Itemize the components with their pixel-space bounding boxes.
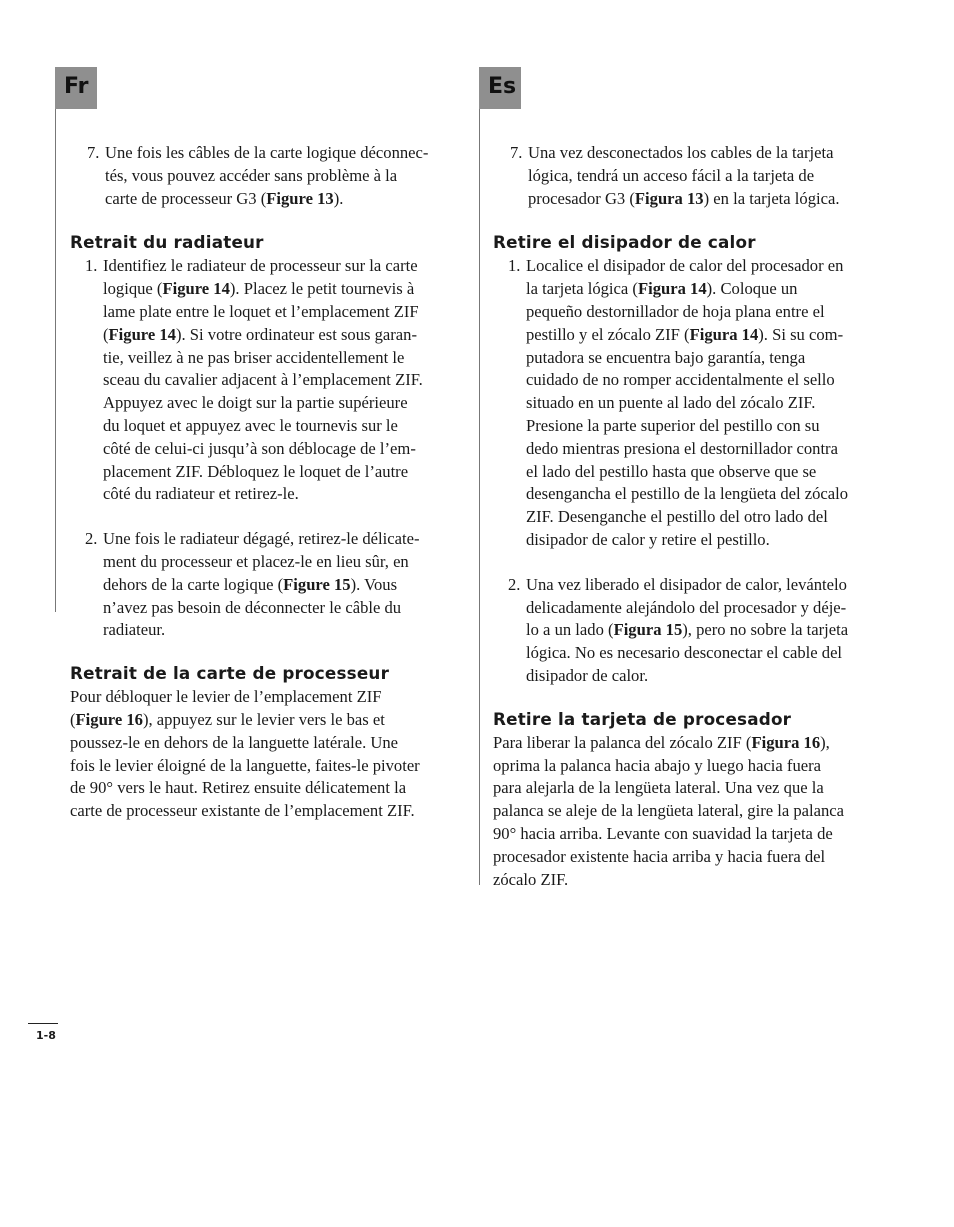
french-heatsink-step-1 — [85, 255, 450, 506]
step-number: 2. — [85, 529, 98, 549]
spanish-heading-processor-card: Retire la tarjeta de procesador — [493, 708, 792, 729]
line: côté du radiateur et retirez-le. — [103, 484, 299, 504]
french-heatsink-step-2 — [85, 528, 450, 642]
line: desengancha el pestillo de la lengüeta del zócalo — [526, 484, 849, 504]
line: placement ZIF. Débloquez le loquet de l’autre — [103, 461, 409, 481]
spanish-column-rule — [479, 109, 480, 885]
line: lame plate entre le loquet et l’emplacement ZIF — [103, 301, 419, 321]
line: disipador de calor y retire el pestillo. — [526, 529, 770, 549]
line: poussez-le en dehors de la languette latérale. Une — [70, 732, 399, 752]
line: la tarjeta lógica (Figura 14). Coloque un — [526, 279, 798, 299]
line: tés, vous pouvez accéder sans problème à la — [105, 165, 398, 185]
spanish-step-7 — [510, 142, 883, 210]
line: lo a un lado (Figura 15), pero no sobre la tarjeta — [526, 620, 849, 640]
line: dehors de la carte logique (Figure 15). Vous — [103, 574, 398, 594]
line: Une fois les câbles de la carte logique déconnec- — [105, 143, 429, 162]
spanish-language-tab: Es — [479, 67, 521, 109]
spanish-heatsink-step-2 — [508, 574, 883, 688]
line: logique (Figure 14). Placez le petit tournevis à — [103, 279, 415, 299]
line: situado en un puente al lado del zócalo ZIF. — [526, 393, 816, 413]
spanish-heading-heatsink: Retire el disipador de calor — [493, 232, 756, 253]
line: Une fois le radiateur dégagé, retirez-le délicate- — [103, 529, 420, 549]
line: radiateur. — [103, 620, 166, 640]
line: Appuyez avec le doigt sur la partie supérieure — [103, 393, 408, 413]
step-number: 1. — [508, 256, 521, 276]
line: disipador de calor. — [526, 665, 649, 685]
step-number: 2. — [508, 574, 521, 594]
line: procesador existente hacia arriba y hacia fuera del — [493, 846, 826, 866]
line: n’avez pas besoin de déconnecter le câble du — [103, 597, 402, 617]
line: Presione la parte superior del pestillo con su — [526, 415, 820, 435]
figure-reference: Figura 15 — [613, 620, 683, 640]
line: putadora se encuentra bajo garantía, tenga — [526, 347, 806, 367]
step-number: 1. — [85, 256, 98, 276]
line: côté de celui-ci jusqu’à son déblocage de l’em- — [103, 438, 416, 458]
line: du loquet et appuyez avec le tournevis sur le — [103, 415, 398, 435]
line: carte de processeur G3 (Figure 13). — [105, 188, 344, 208]
line: para alejarla de la lengüeta lateral. Una vez que la — [493, 778, 824, 798]
line: procesador G3 (Figura 13) en la tarjeta lógica. — [528, 188, 840, 208]
line: zócalo ZIF. — [493, 869, 569, 889]
line: de 90° vers le haut. Retirez ensuite délicatement la — [70, 778, 407, 798]
figure-reference: Figure 14 — [162, 279, 230, 299]
line: delicadamente alejándolo del procesador y déje- — [526, 597, 847, 617]
step-number: 7. — [510, 143, 523, 162]
line: 90° hacia arriba. Levante con suavidad la tarjeta de — [493, 823, 833, 843]
figure-reference: Figura 16 — [751, 732, 821, 752]
line: Una vez liberado el disipador de calor, levántelo — [526, 574, 847, 594]
line: ment du processeur et placez-le en lieu sûr, en — [103, 551, 409, 571]
line: tie, veillez à ne pas briser accidentellement le — [103, 347, 405, 367]
figure-reference: Figura 14 — [689, 324, 759, 344]
french-step-7 — [87, 142, 450, 210]
line: Para liberar la palanca del zócalo ZIF (Figura 16), — [493, 732, 830, 752]
spanish-column — [493, 142, 883, 891]
line: lógica. No es necesario desconectar el cable del — [526, 643, 843, 663]
figure-reference: Figure 13 — [266, 188, 334, 208]
figure-reference: Figure 14 — [108, 324, 176, 344]
line: Una vez desconectados los cables de la tarjeta — [528, 143, 834, 162]
spanish-heatsink-step-1 — [508, 255, 883, 551]
page-number: 1-8 — [36, 1029, 56, 1042]
line: Pour débloquer le levier de l’emplacement ZIF — [70, 687, 382, 707]
line: (Figure 14). Si votre ordinateur est sous garan- — [103, 324, 417, 344]
french-language-tab: Fr — [55, 67, 97, 109]
french-processor-card-paragraph — [70, 686, 450, 823]
page-number-rule — [28, 1023, 58, 1024]
line: oprima la palanca hacia abajo y luego hacia fuera — [493, 755, 822, 775]
figure-reference: Figure 15 — [283, 574, 351, 594]
line: Identifiez le radiateur de processeur sur la carte — [103, 256, 418, 276]
line: Localice el disipador de calor del procesador en — [526, 256, 844, 276]
line: cuidado de no romper accidentalmente el sello — [526, 370, 835, 390]
line: sceau du cavalier adjacent à l’emplacement ZIF. — [103, 370, 423, 390]
line: pestillo y el zócalo ZIF (Figura 14). Si su com- — [526, 324, 844, 344]
figure-reference: Figure 16 — [75, 709, 143, 729]
line: ZIF. Desenganche el pestillo del otro lado del — [526, 507, 828, 527]
figure-reference: Figura 14 — [637, 279, 707, 299]
step-number: 7. — [87, 143, 100, 162]
french-column-rule — [55, 109, 56, 612]
line: lógica, tendrá un acceso fácil a la tarjeta de — [528, 165, 815, 185]
line: fois le levier éloigné de la languette, faites-le pivoter — [70, 755, 420, 775]
line: dedo mientras presiona el destornillador contra — [526, 438, 838, 458]
line: carte de processeur existante de l’emplacement ZIF. — [70, 801, 415, 821]
french-heading-heatsink: Retrait du radiateur — [70, 232, 264, 253]
spanish-processor-card-paragraph — [493, 732, 883, 892]
figure-reference: Figura 13 — [634, 188, 704, 208]
line: (Figure 16), appuyez sur le levier vers le bas et — [70, 709, 385, 729]
line: palanca se aleje de la lengüeta lateral, gire la palanca — [493, 801, 845, 821]
line: el lado del pestillo hasta que observe que se — [526, 461, 817, 481]
line: pequeño destornillador de hoja plana entre el — [526, 301, 825, 321]
french-column — [70, 142, 450, 823]
french-heading-processor-card: Retrait de la carte de processeur — [70, 663, 390, 684]
